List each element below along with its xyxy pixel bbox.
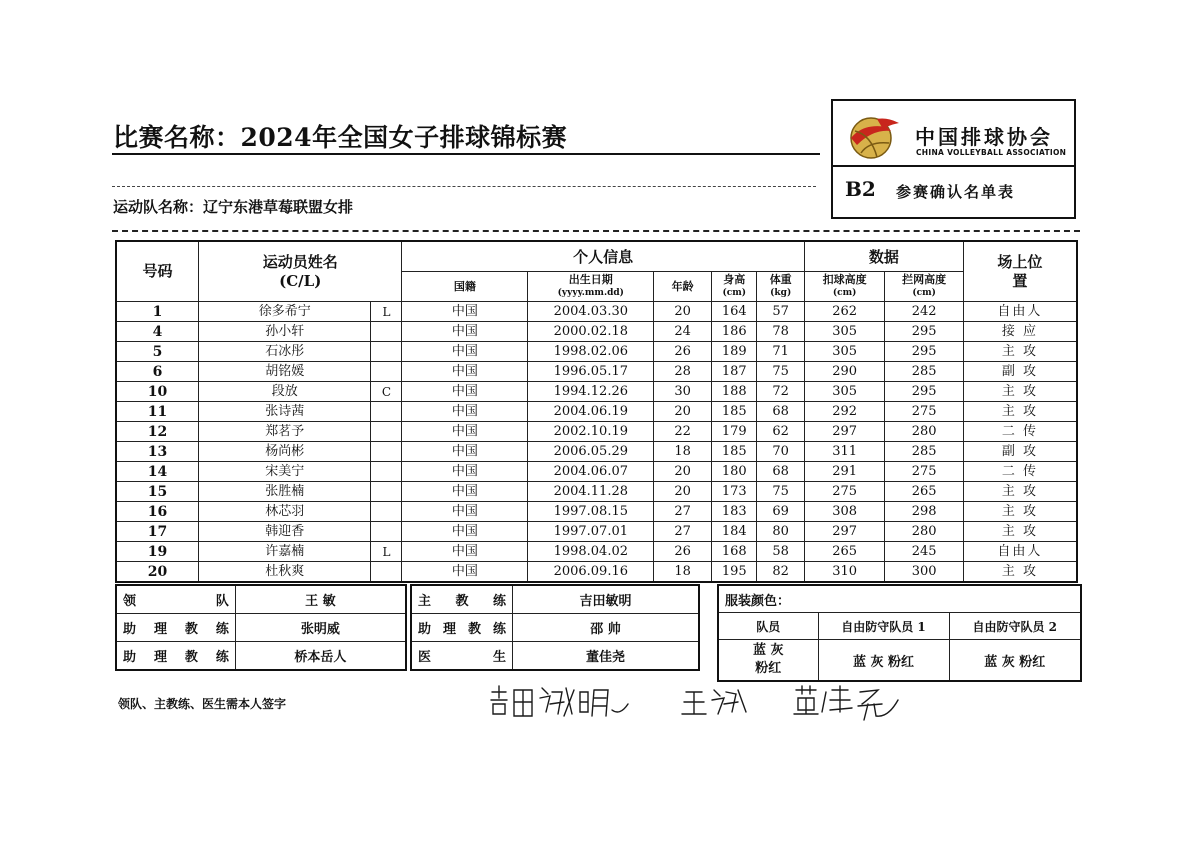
player-birth: 1994.12.26 [528,382,654,402]
header-position: 场上位置 [963,241,1077,302]
player-nationality: 中国 [402,462,528,482]
header-name [199,241,402,302]
player-birth: 2004.06.07 [528,462,654,482]
table-row [116,562,1077,583]
header-birth-format: (yyyy.mm.dd) [557,288,624,298]
player-nationality: 中国 [402,562,528,583]
title-underline [112,153,820,155]
player-weight: 72 [757,382,804,402]
player-block: 295 [885,382,963,402]
player-nationality: 中国 [402,402,528,422]
player-age: 20 [654,402,712,422]
player-cl [371,522,402,542]
player-number: 14 [116,462,199,482]
association-name-cn: 中国排球协会 [915,125,1053,149]
staff-table-middle [410,584,700,671]
player-cl [371,482,402,502]
player-nationality: 中国 [402,522,528,542]
head-coach-value: 吉田敏明 [513,585,699,614]
player-position: 主 攻 [963,522,1077,542]
player-birth: 1996.05.17 [528,362,654,382]
player-position: 自由人 [963,302,1077,322]
player-block: 280 [885,422,963,442]
leader-label: 领队 [116,585,235,614]
leader-value: 王 敏 [235,585,406,614]
player-age: 27 [654,502,712,522]
table-row [116,402,1077,422]
dashed-divider [112,186,816,187]
header-name-text: 运动员姓名 [262,252,338,271]
player-block: 275 [885,462,963,482]
player-position: 主 攻 [963,342,1077,362]
player-cl [371,502,402,522]
player-height: 189 [712,342,757,362]
player-birth: 2004.03.30 [528,302,654,322]
player-cl: L [371,302,402,322]
player-cl [371,342,402,362]
player-number: 11 [116,402,199,422]
header-age: 年龄 [654,272,712,302]
player-height: 164 [712,302,757,322]
player-height: 168 [712,542,757,562]
player-cl [371,562,402,583]
player-weight: 80 [757,522,804,542]
player-cl: C [371,382,402,402]
header-height-unit: (cm) [722,288,747,298]
player-position: 二 传 [963,422,1077,442]
header-nationality: 国籍 [402,272,528,302]
player-number: 6 [116,362,199,382]
player-position: 副 攻 [963,442,1077,462]
player-age: 28 [654,362,712,382]
player-nationality: 中国 [402,482,528,502]
header-personal-info: 个人信息 [402,241,805,272]
player-height: 183 [712,502,757,522]
player-weight: 75 [757,362,804,382]
player-spike: 265 [804,542,885,562]
player-nationality: 中国 [402,502,528,522]
uniform-libero1-color: 蓝 灰 粉红 [818,640,949,682]
header-weight-text: 体重 [769,273,792,286]
player-position: 二 传 [963,462,1077,482]
asst-coach-2-value: 桥本岳人 [235,642,406,671]
logo-box-divider [831,165,1076,167]
player-age: 18 [654,442,712,462]
player-block: 280 [885,522,963,542]
player-block: 242 [885,302,963,322]
player-name: 林芯羽 [199,502,371,522]
player-position: 主 攻 [963,402,1077,422]
player-height: 173 [712,482,757,502]
dashed-divider-2 [112,230,1080,232]
player-position: 接 应 [963,322,1077,342]
player-weight: 68 [757,462,804,482]
player-number: 13 [116,442,199,462]
uniform-color-table [717,584,1082,682]
header-spike [804,272,885,302]
uniform-title: 服装颜色： [718,585,1081,613]
player-birth: 2000.02.18 [528,322,654,342]
player-position: 自由人 [963,542,1077,562]
player-spike: 292 [804,402,885,422]
player-position: 副 攻 [963,362,1077,382]
player-name: 宋美宁 [199,462,371,482]
table-row [116,382,1077,402]
player-cl [371,322,402,342]
player-cl: L [371,542,402,562]
player-weight: 78 [757,322,804,342]
table-row [116,442,1077,462]
asst-coach-3-label: 助理教练 [411,614,513,642]
player-birth: 2004.06.19 [528,402,654,422]
player-birth: 1998.02.06 [528,342,654,362]
player-birth: 1997.07.01 [528,522,654,542]
player-spike: 275 [804,482,885,502]
doctor-label: 医生 [411,642,513,671]
player-nationality: 中国 [402,422,528,442]
player-height: 185 [712,402,757,422]
player-block: 298 [885,502,963,522]
player-name: 杜秋爽 [199,562,371,583]
player-height: 195 [712,562,757,583]
player-position: 主 攻 [963,382,1077,402]
staff-table-left [115,584,407,671]
player-spike: 290 [804,362,885,382]
player-weight: 68 [757,402,804,422]
player-height: 187 [712,362,757,382]
player-position: 主 攻 [963,562,1077,583]
player-position: 主 攻 [963,502,1077,522]
player-age: 26 [654,542,712,562]
roster-table [115,240,1078,583]
player-age: 26 [654,342,712,362]
volleyball-logo-icon [843,113,903,161]
player-cl [371,462,402,482]
head-coach-label: 主教练 [411,585,513,614]
signatures-image [488,682,918,726]
association-name-en: CHINA VOLLEYBALL ASSOCIATION [916,148,1067,157]
player-name: 孙小轩 [199,322,371,342]
player-block: 275 [885,402,963,422]
player-birth: 2002.10.19 [528,422,654,442]
player-spike: 305 [804,382,885,402]
uniform-libero2-color: 蓝 灰 粉红 [949,640,1081,682]
header-spike-unit: (cm) [832,288,857,298]
player-spike: 262 [804,302,885,322]
player-block: 295 [885,342,963,362]
player-age: 27 [654,522,712,542]
player-block: 265 [885,482,963,502]
header-block-text: 拦网高度 [902,273,947,286]
header-birth-text: 出生日期 [568,273,613,286]
player-block: 300 [885,562,963,583]
header-weight-unit: (kg) [770,288,792,298]
table-row [116,422,1077,442]
header-weight [757,272,804,302]
player-number: 20 [116,562,199,583]
player-name: 杨尚彬 [199,442,371,462]
header-height-text: 身高 [723,273,746,286]
header-spike-text: 扣球高度 [822,273,867,286]
table-row [116,502,1077,522]
player-name: 韩迎香 [199,522,371,542]
player-number: 16 [116,502,199,522]
player-block: 285 [885,442,963,462]
player-number: 19 [116,542,199,562]
table-row [116,522,1077,542]
player-birth: 2004.11.28 [528,482,654,502]
table-row [116,482,1077,502]
header-name-sub: (C/L) [279,271,322,290]
header-height [712,272,757,302]
player-weight: 70 [757,442,804,462]
doctor-value: 董佳尧 [513,642,699,671]
player-birth: 2006.05.29 [528,442,654,462]
player-weight: 62 [757,422,804,442]
player-cl [371,422,402,442]
table-row [116,302,1077,322]
player-position: 主 攻 [963,482,1077,502]
player-age: 24 [654,322,712,342]
uniform-libero1-header: 自由防守队员 1 [818,613,949,640]
uniform-player-color: 蓝 灰 粉红 [718,640,818,682]
player-height: 180 [712,462,757,482]
header-block [885,272,963,302]
player-age: 22 [654,422,712,442]
player-spike: 310 [804,562,885,583]
player-birth: 1998.04.02 [528,542,654,562]
player-height: 188 [712,382,757,402]
player-number: 17 [116,522,199,542]
player-spike: 308 [804,502,885,522]
asst-coach-1-value: 张明威 [235,614,406,642]
player-weight: 69 [757,502,804,522]
player-birth: 2006.09.16 [528,562,654,583]
player-weight: 57 [757,302,804,322]
asst-coach-3-value: 邵 帅 [513,614,699,642]
player-spike: 297 [804,422,885,442]
player-name: 石冰彤 [199,342,371,362]
player-number: 15 [116,482,199,502]
player-number: 1 [116,302,199,322]
player-nationality: 中国 [402,302,528,322]
player-height: 179 [712,422,757,442]
player-birth: 1997.08.15 [528,502,654,522]
player-nationality: 中国 [402,362,528,382]
player-cl [371,362,402,382]
player-block: 285 [885,362,963,382]
player-height: 184 [712,522,757,542]
player-nationality: 中国 [402,342,528,362]
table-row [116,342,1077,362]
player-weight: 71 [757,342,804,362]
player-spike: 297 [804,522,885,542]
player-age: 20 [654,302,712,322]
player-spike: 305 [804,322,885,342]
player-age: 20 [654,482,712,502]
team-name: 运动队名称：辽宁东港草莓联盟女排 [113,198,354,216]
player-block: 245 [885,542,963,562]
table-row [116,462,1077,482]
player-spike: 291 [804,462,885,482]
asst-coach-1-label: 助理教练 [116,614,235,642]
uniform-libero2-header: 自由防守队员 2 [949,613,1081,640]
asst-coach-2-label: 助理教练 [116,642,235,671]
player-cl [371,402,402,422]
player-weight: 58 [757,542,804,562]
player-name: 张胜楠 [199,482,371,502]
player-cl [371,442,402,462]
player-weight: 75 [757,482,804,502]
player-name: 张诗茜 [199,402,371,422]
table-row [116,362,1077,382]
player-name: 胡铭媛 [199,362,371,382]
player-name: 许嘉楠 [199,542,371,562]
player-height: 185 [712,442,757,462]
player-weight: 82 [757,562,804,583]
player-age: 20 [654,462,712,482]
player-nationality: 中国 [402,542,528,562]
player-nationality: 中国 [402,442,528,462]
player-number: 4 [116,322,199,342]
player-nationality: 中国 [402,322,528,342]
player-number: 12 [116,422,199,442]
player-spike: 305 [804,342,885,362]
player-number: 10 [116,382,199,402]
table-row [116,322,1077,342]
player-name: 郑茗予 [199,422,371,442]
signature-note: 领队、主教练、医生需本人签字 [118,697,287,711]
player-block: 295 [885,322,963,342]
header-birth [528,272,654,302]
player-name: 徐多希宁 [199,302,371,322]
form-name: 参赛确认名单表 [896,183,1016,201]
player-number: 5 [116,342,199,362]
player-age: 18 [654,562,712,583]
player-age: 30 [654,382,712,402]
header-data: 数据 [804,241,963,272]
player-height: 186 [712,322,757,342]
form-code: B2 [845,177,876,201]
competition-title: 比赛名称：2024年全国女子排球锦标赛 [113,123,568,152]
header-block-unit: (cm) [912,288,936,298]
player-spike: 311 [804,442,885,462]
player-nationality: 中国 [402,382,528,402]
table-row [116,542,1077,562]
player-name: 段放 [199,382,371,402]
uniform-player-header: 队员 [718,613,818,640]
header-number: 号码 [116,241,199,302]
